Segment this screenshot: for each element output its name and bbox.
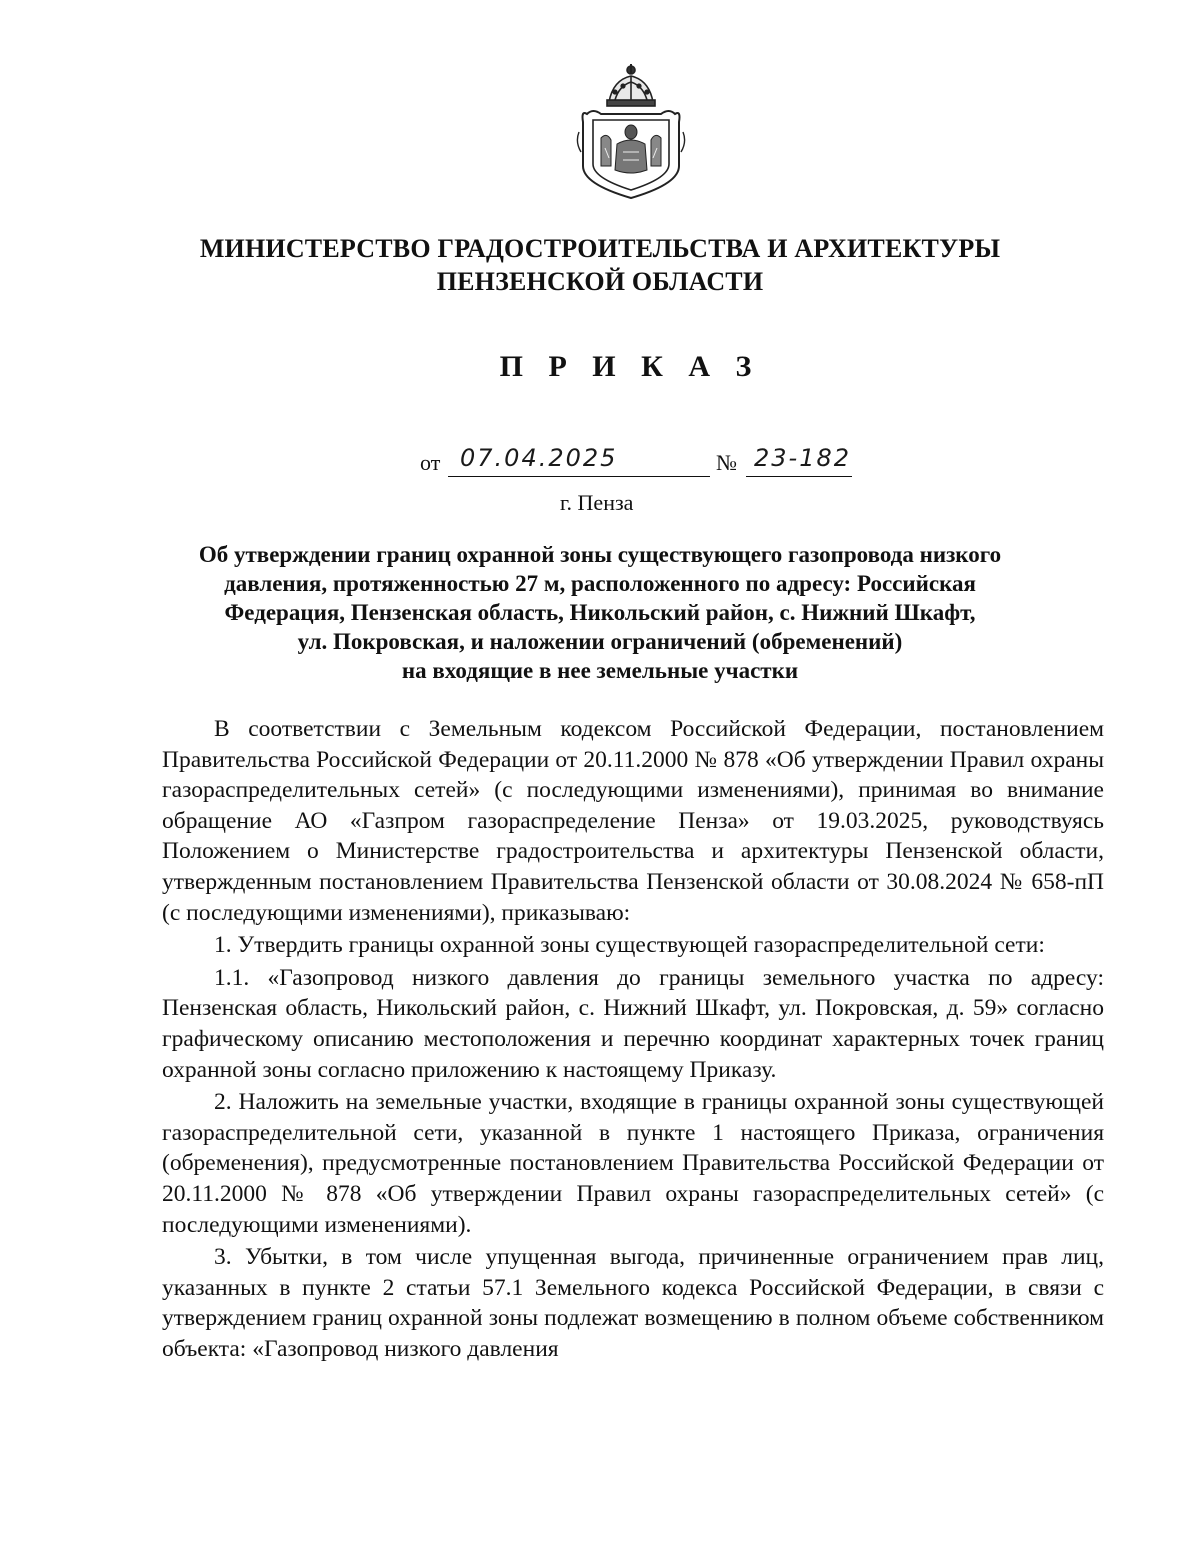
ministry-name-line-1: МИНИСТЕРСТВО ГРАДОСТРОИТЕЛЬСТВА И АРХИТЕКТУРЫ [199, 234, 1001, 263]
body-paragraph: 3. Убытки, в том числе упущенная выгода, причиненные ограничением прав лиц, указанных в пункте 2 статьи 57.1 Земельного кодекса Российской Федерации, в связи с утверждением границ охранной зоны подлежат возмещению в полном объеме собственником объекта: «Газопровод низкого давления [162, 1244, 1104, 1362]
ministry-name-line-2: ПЕНЗЕНСКОЙ ОБЛАСТИ [436, 267, 764, 296]
document-body [162, 714, 1104, 1366]
title-line: ул. Покровская, и наложении ограничений (обременений) [297, 629, 903, 654]
handwritten-number: 23-182 [754, 444, 852, 472]
title-line: Об утверждении границ охранной зоны существующего газопровода низкого [198, 542, 1002, 567]
body-paragraph: 1. Утвердить границы охранной зоны существующей газораспределительной сети: [214, 932, 1045, 959]
number-prefix: № [716, 450, 737, 475]
coat-of-arms-emblem [575, 62, 687, 202]
date-number-line [420, 444, 880, 484]
document-title [160, 540, 1040, 685]
body-paragraph: В соответствии с Земельным кодексом Российской Федерации, постановлением Правительства Российской Федерации от 20.11.2000 № 878 «Об утверждении Правил охраны газораспределительных сетей» (с последующими изменениями), принимая во внимание обращение АО «Газпром газораспределение Пенза» от 19.03.2025, руководствуясь Положением о Министерстве градостроительства и архитектуры Пензенской области, утвержденным постановлением Правительства Пензенской области от 30.08.2024 № 658-пП (с последующими изменениями), приказываю: [162, 716, 1104, 926]
handwritten-date: 07.04.2025 [460, 444, 618, 472]
body-paragraph: 1.1. «Газопровод низкого давления до границы земельного участка по адресу: Пензенская область, Никольский район, с. Нижний Шкафт, ул. Покровская, д. 59» согласно графическому описанию местоположения и перечню координат характерных точек границ охранной зоны согласно приложению к настоящему Приказу. [162, 964, 1104, 1083]
body-paragraph: 2. Наложить на земельные участки, входящие в границы охранной зоны существующей газораспределительной сети, указанной в пункте 1 настоящего Приказа, ограничения (обременения), предусмотренные постановлением Правительства Российской Федерации от 20.11.2000 № 878 «Об утверждении Правил охраны газораспределительных сетей» (с последующими изменениями). [162, 1089, 1104, 1238]
number-underline [746, 476, 852, 477]
title-line: на входящие в нее земельные участки [401, 658, 799, 683]
title-line: Федерация, Пензенская область, Никольский район, с. Нижний Шкафт, [224, 600, 976, 625]
ministry-name [180, 232, 1020, 298]
date-prefix: от [420, 450, 441, 475]
title-line: давления, протяженностью 27 м, расположенного по адресу: Российская [224, 571, 976, 596]
document-type-heading: П Р И К А З [499, 350, 761, 383]
date-underline [448, 476, 710, 477]
city-location: г. Пенза [560, 490, 634, 515]
